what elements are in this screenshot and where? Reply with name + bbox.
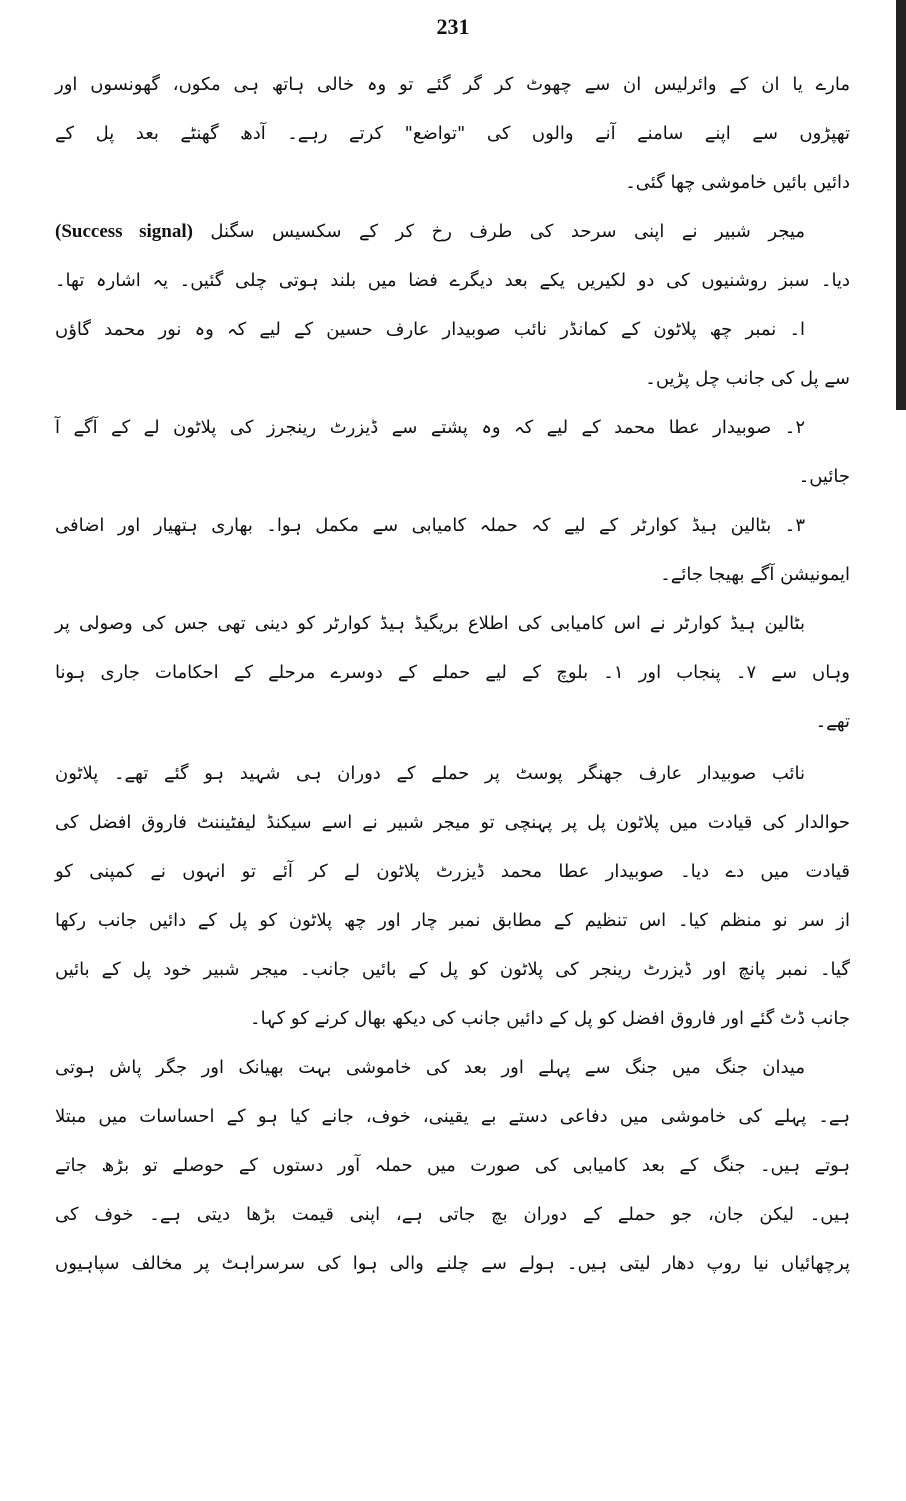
body-text bbox=[55, 70, 850, 1298]
text-line bbox=[55, 217, 850, 247]
scan-edge bbox=[896, 0, 906, 410]
text-line: تھپڑوں سے اپنے سامنے آنے والوں کی "تواضع" کرتے رہے۔ آدھ گھنٹے بعد پل کے bbox=[55, 123, 850, 144]
text-line: جائیں۔ bbox=[798, 466, 850, 487]
text-line: میدان جنگ میں جنگ سے پہلے اور بعد کی خاموشی بہت بھیانک اور جگر پاش ہوتی bbox=[55, 1057, 805, 1078]
text-line: دیا۔ سبز روشنیوں کی دو لکیریں یکے بعد دیگرے فضا میں بلند ہوتی چلی گئیں۔ یہ اشارہ تھا۔ bbox=[55, 270, 850, 291]
text-line: ایمونیشن آگے بھیجا جائے۔ bbox=[660, 564, 850, 585]
text-line: مارے یا ان کے وائرلیس ان سے چھوٹ کر گر گئے تو وہ خالی ہاتھ ہی مکوں، گھونسوں اور bbox=[55, 74, 850, 95]
text-line: دائیں بائیں خاموشی چھا گئی۔ bbox=[625, 172, 850, 193]
text-line: ہے۔ پہلے کی خاموشی میں دفاعی دستے بے یقینی، خوف، جانے کیا ہو کے احساسات میں مبتلا bbox=[55, 1106, 850, 1127]
page-number: 231 bbox=[436, 14, 470, 39]
list-item-2: ۲۔ صوبیدار عطا محمد کے لیے کہ وہ پشتے سے ڈیزرٹ رینجرز کی پلاٹون لے کے آگے آ bbox=[55, 417, 805, 438]
text-line: بٹالین ہیڈ کوارٹر نے اس کامیابی کی اطلاع بریگیڈ ہیڈ کوارٹر کو دینی تھی جس کی وصولی پر bbox=[55, 613, 805, 634]
text-line-urdu: میجر شبیر نے اپنی سرحد کی طرف رخ کر کے سکسیس سگنل bbox=[210, 221, 805, 242]
text-line: ہیں۔ لیکن جان، جو حملے کے دوران بچ جاتی ہے، اپنی قیمت بڑھا دیتی ہے۔ خوف کی bbox=[55, 1204, 850, 1225]
text-line: وہاں سے ۷۔ پنجاب اور ۱۔ بلوچ کے لیے حملے کے دوسرے مرحلے کے احکامات جاری ہونا bbox=[55, 662, 850, 683]
text-line: سے پل کی جانب چل پڑیں۔ bbox=[645, 368, 850, 389]
text-line: گیا۔ نمبر پانچ اور ڈیزرٹ رینجر کی پلاٹون کو پل کے بائیں جانب۔ میجر شبیر خود پل کے بائیں bbox=[55, 959, 850, 980]
text-line: از سر نو منظم کیا۔ اس تنظیم کے مطابق نمبر چار اور چھ پلاٹون کو پل کے دائیں جانب رکھا bbox=[55, 910, 850, 931]
text-line: تھے۔ bbox=[815, 711, 850, 732]
list-item-1: ا۔ نمبر چھ پلاٹون کے کمانڈر نائب صوبیدار عارف حسین کے لیے کہ وہ نور محمد گاؤں bbox=[55, 319, 805, 340]
text-line: پرچھائیاں نیا روپ دھار لیتی ہیں۔ ہولے سے چلنے والی ہوا کی سرسراہٹ پر مخالف سپاہیوں bbox=[55, 1253, 850, 1274]
text-line: نائب صوبیدار عارف جھنگر پوسٹ پر حملے کے دوران ہی شہید ہو گئے تھے۔ پلاٹون bbox=[55, 763, 805, 784]
text-line: قیادت میں دے دیا۔ صوبیدار عطا محمد ڈیزرٹ پلاٹون لے کر آئے تو انہوں نے کمپنی کو bbox=[55, 861, 850, 882]
text-line: حوالدار کی قیادت میں پلاٹون پل پر پہنچی تو میجر شبیر نے اسے سیکنڈ لیفٹیننٹ فاروق افضل کی bbox=[55, 812, 850, 833]
list-item-3: ۳۔ بٹالین ہیڈ کوارٹر کے لیے کہ حملہ کامیابی سے مکمل ہوا۔ بھاری ہتھیار اور اضافی bbox=[55, 515, 805, 536]
text-line: جانب ڈٹ گئے اور فاروق افضل کو پل کے دائیں جانب کی دیکھ بھال کرنے کو کہا۔ bbox=[250, 1008, 850, 1029]
english-term: (Success signal) bbox=[55, 221, 193, 242]
text-line: ہوتے ہیں۔ جنگ کے بعد کامیابی کی صورت میں حملہ آور دستوں کے حوصلے تو بڑھ جاتے bbox=[55, 1155, 850, 1176]
